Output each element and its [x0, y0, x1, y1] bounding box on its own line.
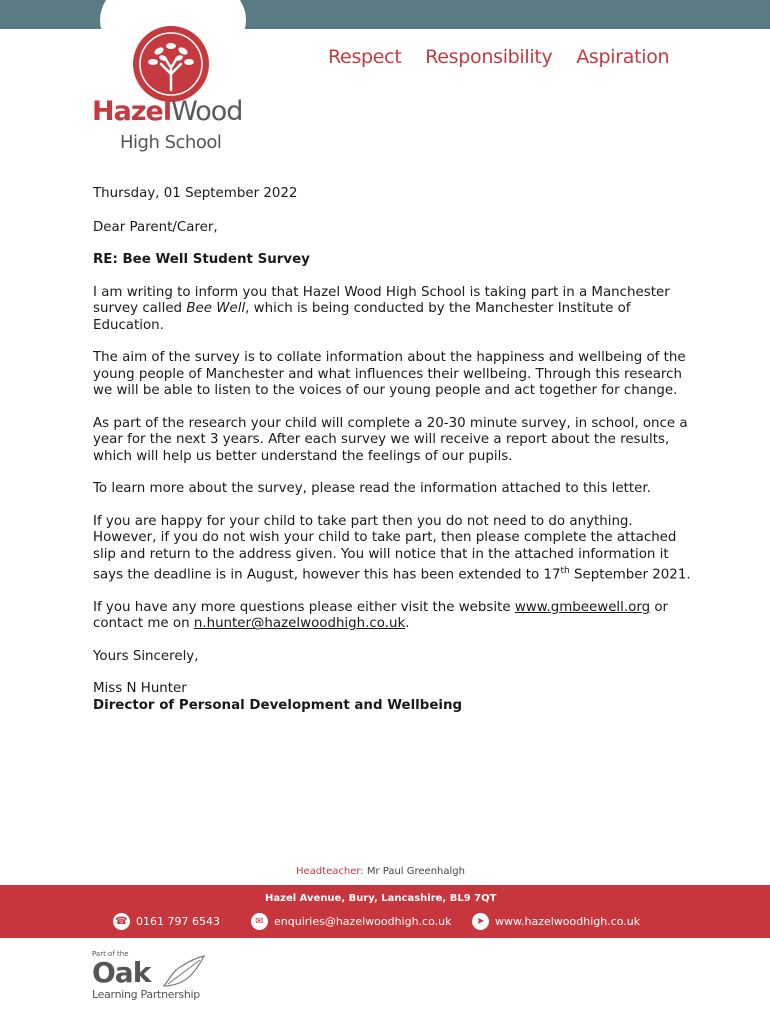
letter-date: Thursday, 01 September 2022	[93, 186, 298, 201]
website-address: www.hazelwoodhigh.co.uk	[495, 915, 641, 928]
email-address: enquiries@hazelwoodhigh.co.uk	[274, 915, 452, 928]
phone-number: 0161 797 6543	[136, 915, 220, 928]
email-link[interactable]: n.hunter@hazelwoodhigh.co.uk	[193, 616, 406, 632]
letter-body	[93, 186, 693, 730]
website-link[interactable]: www.gmbeewell.org	[514, 599, 651, 615]
p6-text-c: .	[405, 616, 410, 632]
value-aspiration: Aspiration	[576, 46, 670, 68]
p6-text-a: If you have any more questions please either visit the website	[93, 599, 515, 615]
partner-sub: Learning Partnership	[92, 988, 200, 1001]
paragraph-5	[93, 514, 693, 584]
school-subtitle: High School	[120, 132, 222, 153]
value-respect: Respect	[328, 46, 402, 68]
contact-phone	[113, 913, 220, 930]
paragraph-3: As part of the research your child will complete a 20-30 minute survey, in school, once a year for the next 3 years. After each survey we will receive a report about the results, which will help us better understand the feelings of our pupils.	[93, 415, 688, 464]
email-icon: ✉	[251, 913, 268, 930]
closing: Yours Sincerely,	[93, 648, 199, 664]
contact-website[interactable]	[472, 913, 640, 930]
oak-partnership-logo	[92, 950, 200, 1001]
school-values	[328, 46, 687, 68]
headteacher-name: Mr Paul Greenhalgh	[366, 866, 465, 877]
p1-text-b: , which is being conducted by the Manchester Institute of Education.	[93, 301, 631, 333]
school-name-second: Wood	[171, 96, 243, 127]
school-address: Hazel Avenue, Bury, Lancashire, BL9 7QT	[265, 893, 497, 904]
cursor-icon: ➤	[472, 913, 489, 930]
phone-icon: ☎	[113, 913, 130, 930]
p5-ordinal: th	[560, 566, 570, 576]
headteacher-line	[296, 866, 465, 877]
signer-name: Miss N Hunter	[93, 681, 187, 697]
letter-subject: RE: Bee Well Student Survey	[93, 252, 310, 267]
value-responsibility: Responsibility	[425, 46, 553, 68]
partner-prefix: Part of the	[92, 950, 129, 958]
tree-logo-icon	[131, 24, 211, 104]
footer-band	[0, 885, 770, 938]
paragraph-4: To learn more about the survey, please read the information attached to this letter.	[93, 481, 651, 496]
partner-name: Oak	[92, 956, 151, 989]
headteacher-label: Headteacher:	[296, 866, 364, 877]
signer-title: Director of Personal Development and Wellbeing	[93, 697, 463, 713]
school-name	[92, 96, 242, 127]
paragraph-1	[93, 285, 693, 335]
paragraph-6	[93, 600, 693, 633]
oak-leaf-icon	[160, 952, 208, 990]
p6-text-b: or contact me on	[93, 599, 669, 632]
survey-name: Bee Well	[186, 301, 246, 316]
school-name-first: Hazel	[92, 96, 172, 127]
paragraph-2: The aim of the survey is to collate information about the happiness and wellbeing of the young people of Manchester and what influences their wellbeing. Through this research we will be able to listen to the voices of our young people and act together for change.	[93, 350, 686, 398]
salutation: Dear Parent/Carer,	[93, 219, 218, 235]
p1-text-a: I am writing to inform you that Hazel Wood High School is taking part in a Manchester survey called	[93, 284, 670, 316]
p5-text-b: September 2021.	[569, 567, 691, 583]
p5-text-a: If you are happy for your child to take part then you do not need to do anything. However, if you do not wish your child to take part, then please complete the attached slip and return to the address given. You will notice that in the attached information it says the deadline is in August, however this has been extended to 17	[93, 513, 677, 583]
contact-email[interactable]	[251, 913, 451, 930]
